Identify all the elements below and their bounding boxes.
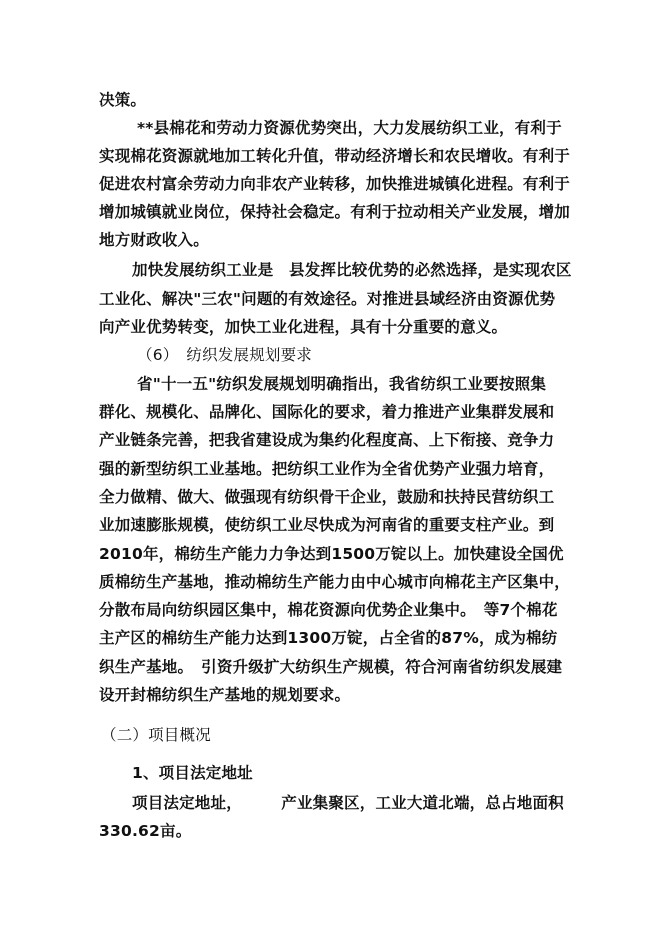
subsection-heading: 1、项目法定地址 bbox=[132, 764, 253, 782]
paragraph-line: 质棉纺生产基地，推动棉纺生产能力由中心城市向棉花主产区集中， bbox=[99, 573, 571, 591]
paragraph-line: 强的新型纺织工业基地。把纺织工业作为全省优势产业强力培育， bbox=[99, 460, 555, 478]
paragraph-line: 工业化、解决"三农"问题的有效途径。对推进县域经济由资源优势 bbox=[99, 290, 556, 308]
paragraph-line: 增加城镇就业岗位，保持社会稳定。有利于拉动相关产业发展，增加 bbox=[99, 203, 571, 221]
section-heading: （6） 纺织发展规划要求 bbox=[137, 346, 313, 364]
paragraph-line: 2010年，棉纺生产能力力争达到1500万锭以上。加快建设全国优 bbox=[99, 545, 564, 563]
paragraph-line: 项目法定地址， 产业集聚区，工业大道北端，总占地面积 bbox=[132, 794, 564, 812]
paragraph-line: 向产业优势转变，加快工业化进程，具有十分重要的意义。 bbox=[99, 318, 508, 336]
paragraph-line: 全力做精、做大、做强现有纺织骨干企业，鼓励和扶持民营纺织工 bbox=[99, 488, 555, 506]
paragraph-line: 设开封棉纺织生产基地的规划要求。 bbox=[99, 686, 351, 704]
paragraph-line: 决策。 bbox=[99, 91, 147, 109]
paragraph-line: 分散布局向纺织园区集中，棉花资源向优势企业集中。 等7个棉花 bbox=[99, 601, 558, 619]
paragraph-line: 产业链条完善，把我省建设成为集约化程度高、上下衔接、竞争力 bbox=[99, 431, 555, 449]
paragraph-line: 促进农村富余劳动力向非农产业转移，加快推进城镇化进程。有利于 bbox=[99, 175, 571, 193]
paragraph-line: 省"十一五"纺织发展规划明确指出，我省纺织工业要按照集 bbox=[137, 375, 547, 393]
paragraph-line: 330.62亩。 bbox=[99, 822, 192, 840]
paragraph-line: 业加速膨胀规模，使纺织工业尽快成为河南省的重要支柱产业。到 bbox=[99, 516, 555, 534]
paragraph-line: 织生产基地。 引资升级扩大纺织生产规模，符合河南省纺织发展建 bbox=[99, 658, 563, 676]
paragraph-line: 地方财政收入。 bbox=[99, 231, 209, 249]
paragraph-line: 加快发展纺织工业是 县发挥比较优势的必然选择，是实现农区 bbox=[132, 261, 572, 279]
section-heading: （二）项目概况 bbox=[101, 726, 211, 744]
paragraph-line: 群化、规模化、品牌化、国际化的要求，着力推进产业集群发展和 bbox=[99, 403, 555, 421]
paragraph-line: **县棉花和劳动力资源优势突出，大力发展纺织工业，有利于 bbox=[137, 119, 562, 137]
paragraph-line: 主产区的棉纺生产能力达到1300万锭，占全省的87%，成为棉纺 bbox=[99, 629, 558, 647]
paragraph-line: 实现棉花资源就地加工转化升值，带动经济增长和农民增收。有利于 bbox=[99, 147, 571, 165]
